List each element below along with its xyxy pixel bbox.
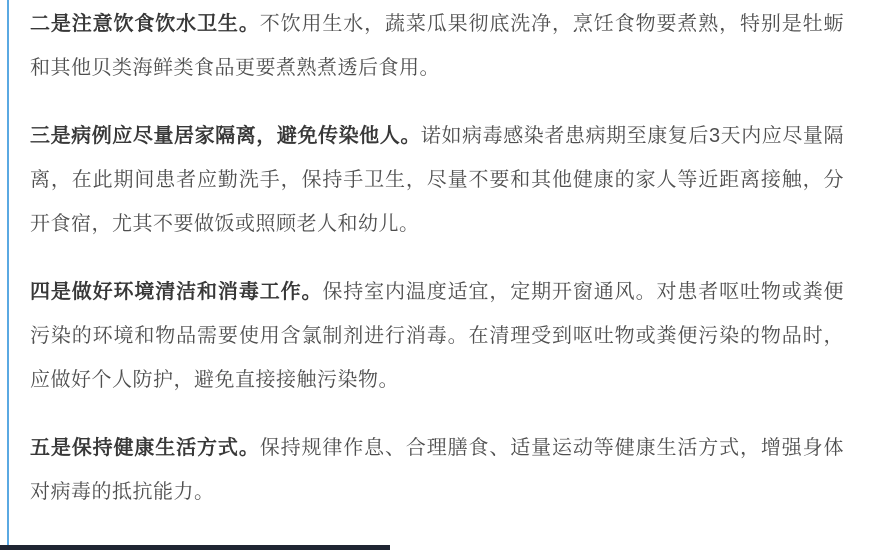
paragraph (30, 2, 844, 90)
paragraph (30, 426, 844, 514)
paragraph (30, 114, 844, 246)
paragraph-body: 诺如病毒感染者患病期至康复后3天内应尽量隔离，在此期间患者应勤洗手，保持手卫生，尽量不要和其他健康的家人等近距离接触，分开食宿，尤其不要做饭或照顾老人和幼儿。 (30, 125, 845, 235)
paragraph-lead: 三是病例应尽量居家隔离，避免传染他人。 (30, 125, 421, 147)
paragraph-lead: 二是注意饮食饮水卫生。 (30, 13, 260, 35)
paragraph (30, 270, 844, 402)
paragraph-body: 保持室内温度适宜，定期开窗通风。对患者呕吐物或粪便污染的环境和物品需要使用含氯制剂进行消毒。在清理受到呕吐物或粪便污染的物品时，应做好个人防护，避免直接接触污染物。 (30, 281, 845, 391)
bottom-partial-bar (0, 545, 390, 550)
paragraph-body: 保持规律作息、合理膳食、适量运动等健康生活方式，增强身体对病毒的抵抗能力。 (30, 437, 845, 503)
paragraph-lead: 五是保持健康生活方式。 (30, 437, 260, 459)
paragraph-lead: 四是做好环境清洁和消毒工作。 (30, 281, 323, 303)
paragraph-body: 不饮用生水，蔬菜瓜果彻底洗净，烹饪食物要煮熟，特别是牡蛎和其他贝类海鲜类食品更要煮熟煮透后食用。 (30, 13, 845, 79)
